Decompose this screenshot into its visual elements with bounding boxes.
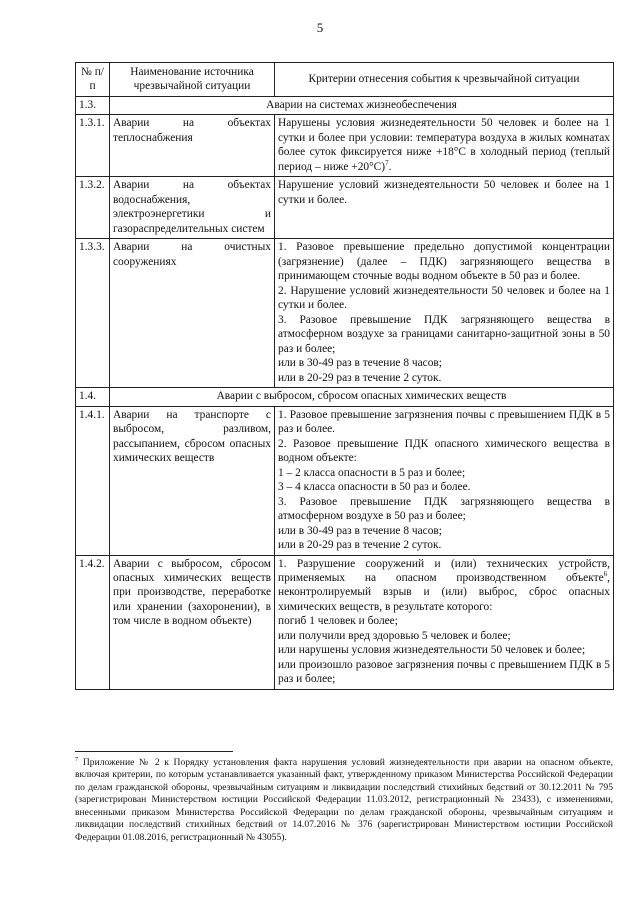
row-num: 1.3.1. bbox=[76, 115, 110, 177]
emergency-criteria-table bbox=[75, 62, 614, 690]
row-source: Аварии на очистных сооружениях bbox=[110, 239, 275, 388]
table-header-row bbox=[76, 63, 614, 97]
row-num: 1.3.2. bbox=[76, 177, 110, 239]
criteria-line: или в 30-49 раз в течение 8 часов; bbox=[278, 524, 442, 537]
table-row bbox=[76, 555, 614, 689]
row-num: 1.3.3. bbox=[76, 239, 110, 388]
criteria-intro-text: 1. Разрушение сооружений и (или) технических устройств, применяемых на опасном производственном объекте bbox=[278, 557, 610, 584]
criteria-intro-tail: , неконтролируемый взрыв и (или) выброс, сброс опасных химических веществ, в результате которого: bbox=[278, 571, 610, 613]
section-title: Аварии на системах жизнеобеспечения bbox=[110, 96, 614, 114]
header-num: № п/п bbox=[76, 63, 110, 97]
footnote-marker: 7 bbox=[75, 755, 79, 763]
footnote-ref: 7 bbox=[385, 159, 389, 168]
row-criteria bbox=[275, 115, 614, 177]
row-num: 1.4. bbox=[76, 388, 110, 406]
row-num: 1.3. bbox=[76, 96, 110, 114]
row-source: Аварии с выбросом, сбросом опасных химических веществ при производстве, переработке или хранении (захоронении), в том числе в водном объекте) bbox=[110, 555, 275, 689]
criteria-line: 3 – 4 класса опасности в 50 раз и более. bbox=[278, 481, 471, 494]
table-row bbox=[76, 388, 614, 406]
header-source: Наименование источника чрезвычайной ситуации bbox=[110, 63, 275, 97]
criteria-line: или в 20-29 раз в течение 2 суток. bbox=[278, 539, 442, 552]
criteria-intro bbox=[278, 557, 610, 615]
section-title: Аварии с выбросом, сбросом опасных химических веществ bbox=[110, 388, 614, 406]
row-source: Аварии на объектах теплоснабжения bbox=[110, 115, 275, 177]
table-row bbox=[76, 96, 614, 114]
criteria-line: 1 – 2 класса опасности в 5 раз и более; bbox=[278, 466, 466, 479]
row-source: Аварии на транспорте с выбросом, разливом, рассыпанием, сбросом опасных химических веществ bbox=[110, 406, 275, 555]
criteria-line: погиб 1 человек и более; bbox=[278, 615, 398, 628]
criteria-line: 2. Нарушение условий жизнедеятельности 50 человек и более на 1 сутки и более. bbox=[278, 284, 610, 312]
criteria-line: или получили вред здоровью 5 человек и более; bbox=[278, 629, 511, 642]
criteria-line: или нарушены условия жизнедеятельности 50 человек и более; bbox=[278, 644, 586, 657]
header-criteria: Критерии отнесения события к чрезвычайной ситуации bbox=[275, 63, 614, 97]
criteria-tail: . bbox=[388, 160, 392, 173]
criteria-line: или в 20-29 раз в течение 2 суток. bbox=[278, 371, 442, 384]
row-criteria bbox=[275, 555, 614, 689]
criteria-line: 2. Разовое превышение ПДК опасного химического вещества в водном объекте: bbox=[278, 437, 610, 465]
row-criteria bbox=[275, 406, 614, 555]
table-row bbox=[76, 177, 614, 239]
criteria-line: 1. Разовое превышение загрязнения почвы с превышением ПДК в 5 раз и более. bbox=[278, 408, 610, 436]
row-criteria: Нарушение условий жизнедеятельности 50 человек и более на 1 сутки и более. bbox=[275, 177, 614, 239]
table-row bbox=[76, 115, 614, 177]
row-num: 1.4.2. bbox=[76, 555, 110, 689]
criteria-line: или в 30-49 раз в течение 8 часов; bbox=[278, 357, 442, 370]
table-row bbox=[76, 406, 614, 555]
table-row bbox=[76, 239, 614, 388]
footnote bbox=[75, 757, 613, 844]
criteria-line: 3. Разовое превышение ПДК загрязняющего вещества в атмосферном воздухе в 50 раз и более; bbox=[278, 495, 610, 523]
footnote-ref: 6 bbox=[603, 570, 608, 579]
row-criteria bbox=[275, 239, 614, 388]
criteria-line: 3. Разовое превышение ПДК загрязняющего вещества в атмосферном воздухе за границами санитарно-защитной зоны в 50 раз и более; bbox=[278, 313, 610, 355]
row-source: Аварии на объектах водоснабжения, электроэнергетики и газораспределительных систем bbox=[110, 177, 275, 239]
footnote-text: Приложение № 2 к Порядку установления факта нарушения условий жизнедеятельности при аварии на опасном объекте, включая критерии, по которым устанавливается указанный факт, утвержденному приказом Министерства Российской Федерации по делам гражданской обороны, чрезвычайным ситуациям и ликвидации последствий стихийных бедствий от 30.12.2011 № 795 (зарегистрирован Министерством юстиции Российской Федерации 11.03.2012, регистрационный № 23433), с изменениями, внесенными приказом Министерства Российской Федерации по делам гражданской обороны, чрезвычайным ситуациям и ликвидации последствий стихийных бедствий от 14.07.2016 № 376 (зарегистрирован Министерством юстиции Российской Федерации 01.08.2016, регистрационный № 43055). bbox=[75, 757, 613, 843]
footnote-divider bbox=[75, 751, 233, 752]
page-number: 5 bbox=[316, 20, 324, 35]
criteria-text: Нарушены условия жизнедеятельности 50 человек и более на 1 сутки и более при условии: температура воздуха в жилых комнатах более суток фиксируется ниже +18°С в холодный период (теплый период – ниже +20°С) bbox=[278, 117, 610, 173]
criteria-line: или произошло разовое загрязнения почвы с превышением ПДК в 5 раз и более; bbox=[278, 658, 610, 686]
row-num: 1.4.1. bbox=[76, 406, 110, 555]
criteria-line: 1. Разовое превышение предельно допустимой концентрации (загрязнение) (далее – ПДК) загрязняющего вещества в принимающем сточные воды водном объекте в 50 раз и более. bbox=[278, 241, 610, 283]
